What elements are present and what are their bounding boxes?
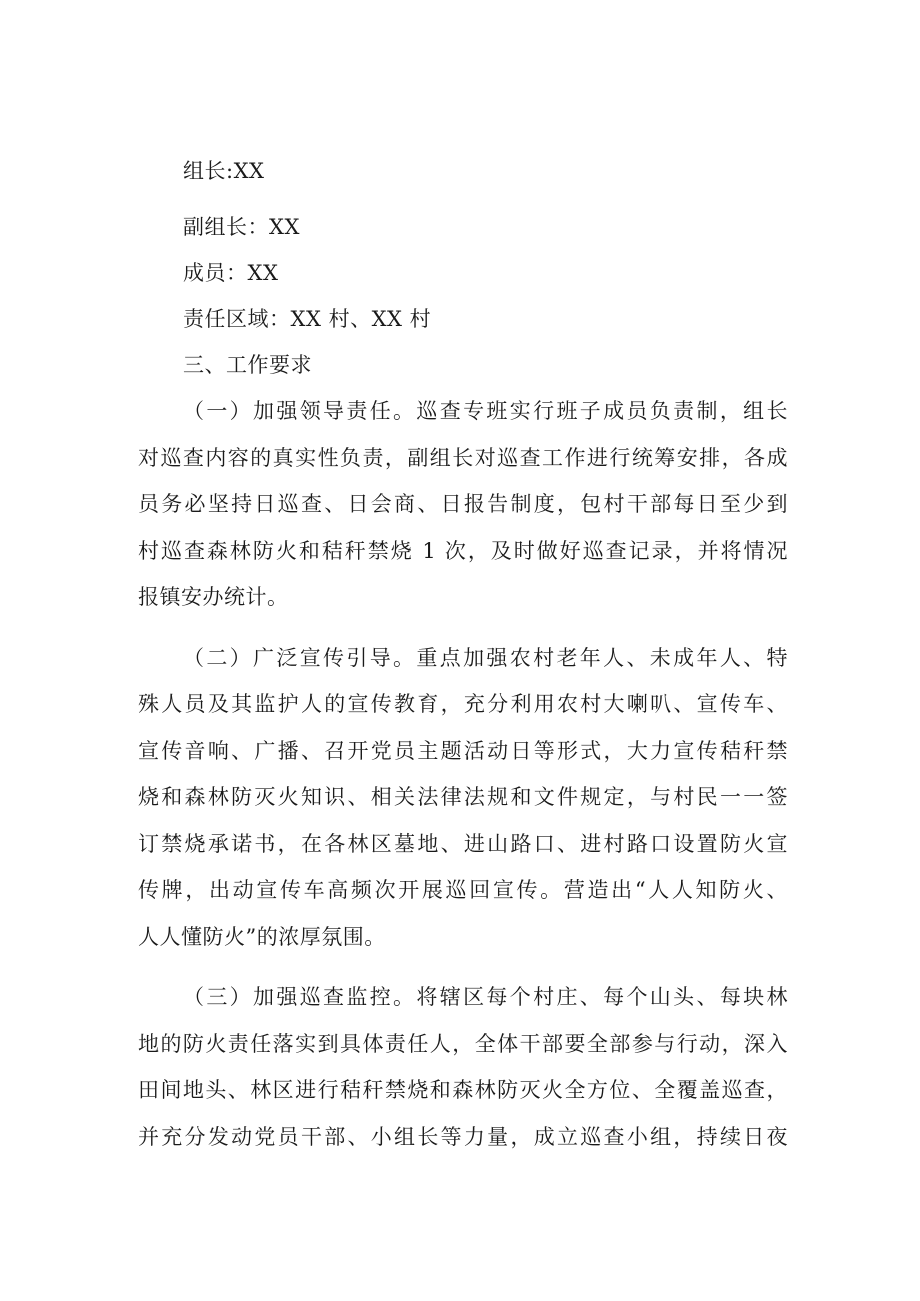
paragraph-line: 烧和森林防灭火知识、相关法律法规和文件规定，与村民一一签 [138,785,788,809]
document-page [138,148,788,1160]
paragraph-line: 宣传音响、广播、召开党员主题活动日等形式，大力宣传秸秆禁 [138,738,788,763]
paragraph-line: 田间地头、林区进行秸秆禁烧和森林防灭火全方位、全覆盖巡查， [138,1078,788,1102]
team-members: 成员：XX [183,261,279,285]
paragraph-line: 报镇安办统计。 [138,585,289,609]
paragraph-1 [138,388,788,621]
paragraph-line: 殊人员及其监护人的宣传教育，充分利用农村大喇叭、宣传车、 [138,692,788,716]
paragraph-line: （一）加强领导责任。巡查专班实行班子成员负责制，组长 [183,399,788,423]
paragraph-line: 人人懂防火”的浓厚氛围。 [138,924,386,949]
team-deputy: 副组长：XX [183,215,300,239]
paragraph-line: 订禁烧承诺书，在各林区墓地、进山路口、进村路口设置防火宣 [138,831,788,856]
paragraph-2 [138,635,788,961]
team-leader: 组长:XX [183,159,265,183]
paragraph-line: （三）加强巡查监控。将辖区每个村庄、每个山头、每块林 [183,985,788,1009]
section-title: 三、工作要求 [183,353,312,377]
paragraph-line: 村巡查森林防火和秸秆禁烧 1 次，及时做好巡查记录，并将情况 [138,538,788,563]
paragraph-line: 传牌，出动宣传车高频次开展巡回宣传。营造出“人人知防火、 [138,878,788,902]
paragraph-line: 员务必坚持日巡查、日会商、日报告制度，包村干部每日至少到 [138,492,788,516]
paragraph-line: 地的防火责任落实到具体责任人，全体干部要全部参与行动，深入 [138,1031,788,1056]
paragraph-line: （二）广泛宣传引导。重点加强农村老年人、未成年人、特 [183,645,788,670]
responsibility-area: 责任区域：XX 村、XX 村 [183,307,432,331]
paragraph-line: 对巡查内容的真实性负责，副组长对巡查工作进行统筹安排，各成 [138,445,788,470]
paragraph-3 [138,974,788,1160]
paragraph-line: 并充分发动党员干部、小组长等力量，成立巡查小组，持续日夜 [138,1124,788,1149]
